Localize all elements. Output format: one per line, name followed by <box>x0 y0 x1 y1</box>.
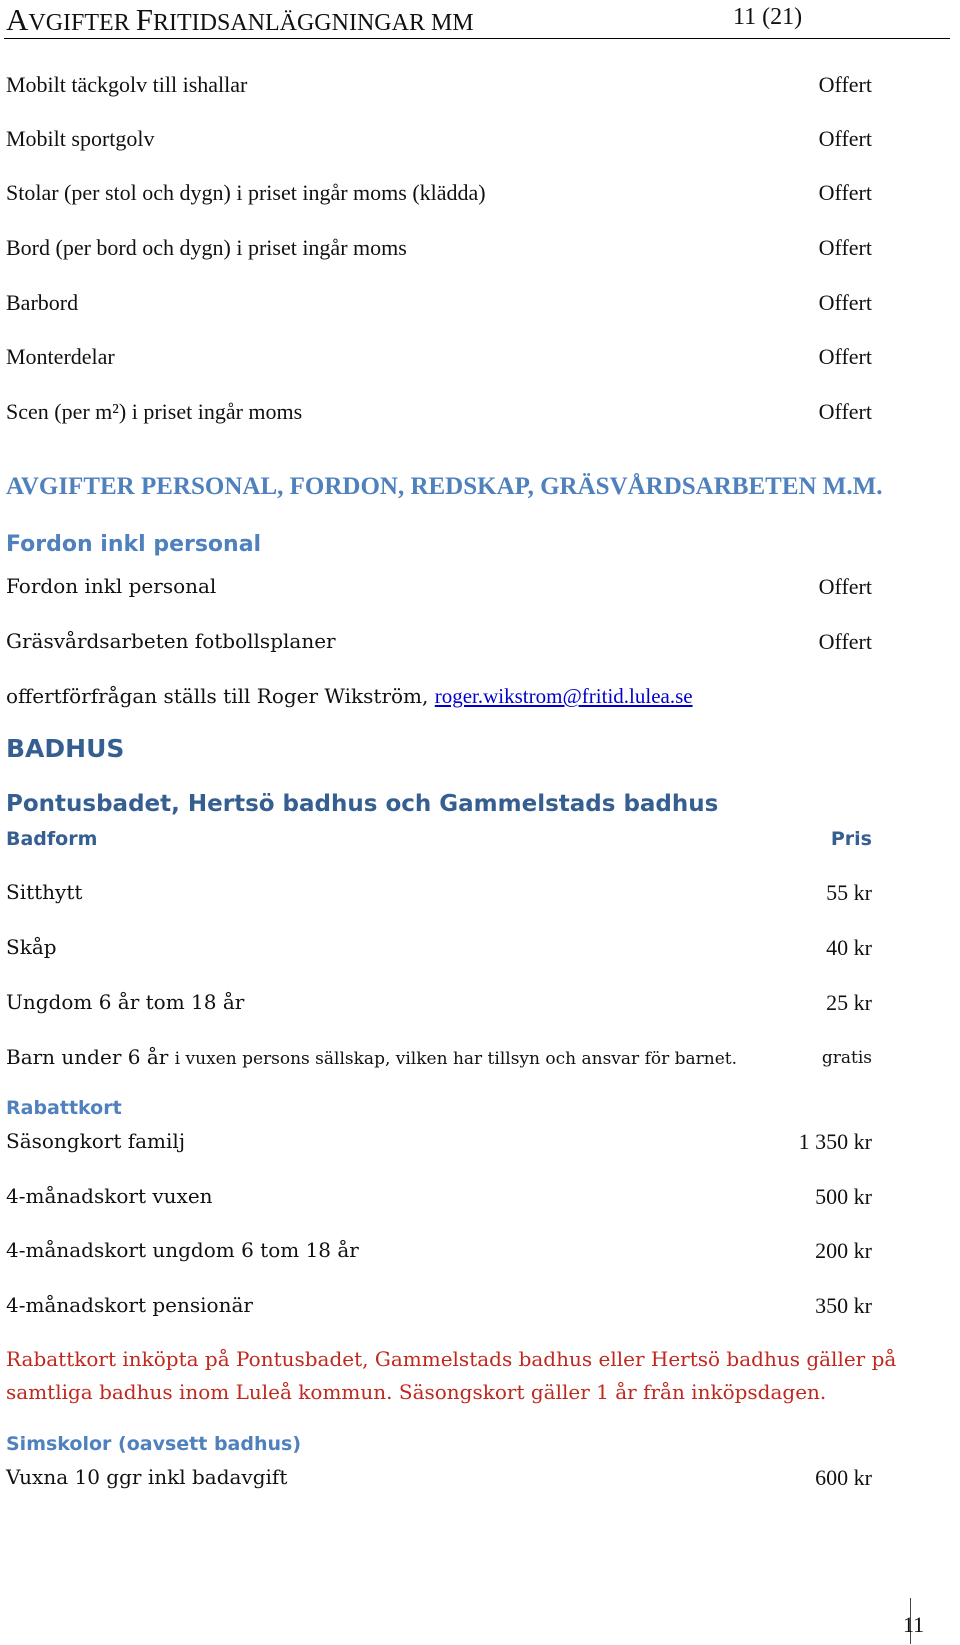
child-row-value: gratis <box>821 1048 872 1068</box>
equipment-label: Barbord <box>6 290 79 315</box>
title-part: RITIDSANLÄGGNINGAR MM <box>152 10 474 36</box>
rabatt-value: 350 kr <box>815 1293 872 1318</box>
personal-label: Gräsvårdsarbeten fotbollsplaner <box>6 629 336 653</box>
offer-note <box>6 684 693 709</box>
child-label-main: Barn under 6 år <box>6 1045 175 1069</box>
equipment-label: Bord (per bord och dygn) i priset ingår moms <box>6 235 407 260</box>
badhus-value: 40 kr <box>826 935 872 960</box>
rabatt-note-line-2: samtliga badhus inom Luleå kommun. Säsongskort gäller 1 år från inköpsdagen. <box>6 1380 827 1404</box>
rabatt-label: 4-månadskort ungdom 6 tom 18 år <box>6 1238 359 1262</box>
equipment-label: Mobilt täckgolv till ishallar <box>6 72 248 97</box>
equipment-label: Mobilt sportgolv <box>6 126 155 151</box>
rabatt-label: Säsongkort familj <box>6 1129 186 1153</box>
badhus-label: Ungdom 6 år tom 18 år <box>6 990 245 1014</box>
title-part: F <box>135 2 153 37</box>
equipment-value: Offert <box>818 126 872 151</box>
equipment-value: Offert <box>818 72 872 97</box>
equipment-label: Scen (per m²) i priset ingår moms <box>6 399 303 424</box>
rabatt-value: 500 kr <box>815 1184 872 1209</box>
equipment-value: Offert <box>818 180 872 205</box>
subheading-badhus: Pontusbadet, Hertsö badhus och Gammelstads badhus <box>6 791 719 817</box>
rabatt-note-line-1: Rabattkort inköpta på Pontusbadet, Gammelstads badhus eller Hertsö badhus gäller på <box>6 1347 897 1371</box>
simskola-value: 600 kr <box>815 1465 872 1490</box>
rabatt-value: 200 kr <box>815 1238 872 1263</box>
subheading-fordon: Fordon inkl personal <box>6 532 262 557</box>
title-part: A <box>6 2 29 37</box>
badhus-value: 25 kr <box>826 990 872 1015</box>
column-header-badform: Badform <box>6 828 98 850</box>
badhus-label: Sitthytt <box>6 880 83 904</box>
offer-note-text: offertförfrågan ställs till Roger Wikström, <box>6 684 435 708</box>
child-label-detail: i vuxen persons sällskap, vilken har tillsyn och ansvar för barnet. <box>174 1049 738 1069</box>
subheading-simskolor: Simskolor (oavsett badhus) <box>6 1433 302 1455</box>
column-header-pris: Pris <box>830 828 872 850</box>
page-number: 11 <box>903 1612 925 1637</box>
rabatt-value: 1 350 kr <box>798 1129 872 1154</box>
equipment-label: Stolar (per stol och dygn) i priset ingår moms (klädda) <box>6 180 486 205</box>
rabatt-label: 4-månadskort vuxen <box>6 1184 213 1208</box>
personal-value: Offert <box>818 629 872 654</box>
page-header-title <box>6 2 474 38</box>
email-link[interactable]: roger.wikstrom@fritid.lulea.se <box>434 684 693 708</box>
child-row-label <box>6 1045 737 1069</box>
subheading-rabattkort: Rabattkort <box>6 1097 122 1119</box>
badhus-value: 55 kr <box>826 880 872 905</box>
equipment-value: Offert <box>818 344 872 369</box>
rabatt-label: 4-månadskort pensionär <box>6 1293 253 1317</box>
equipment-value: Offert <box>818 235 872 260</box>
badhus-label: Skåp <box>6 935 57 959</box>
section-heading-badhus: BADHUS <box>6 734 125 763</box>
header-divider <box>4 38 950 39</box>
page-reference: 11 (21) <box>733 4 803 30</box>
equipment-value: Offert <box>818 399 872 424</box>
personal-value: Offert <box>818 574 872 599</box>
simskola-label: Vuxna 10 ggr inkl badavgift <box>6 1465 288 1489</box>
personal-label: Fordon inkl personal <box>6 574 217 598</box>
equipment-label: Monterdelar <box>6 344 115 369</box>
title-part: VGIFTER <box>28 10 136 36</box>
equipment-value: Offert <box>818 290 872 315</box>
section-heading-personal: AVGIFTER PERSONAL, FORDON, REDSKAP, GRÄSVÅRDSARBETEN M.M. <box>6 473 883 500</box>
